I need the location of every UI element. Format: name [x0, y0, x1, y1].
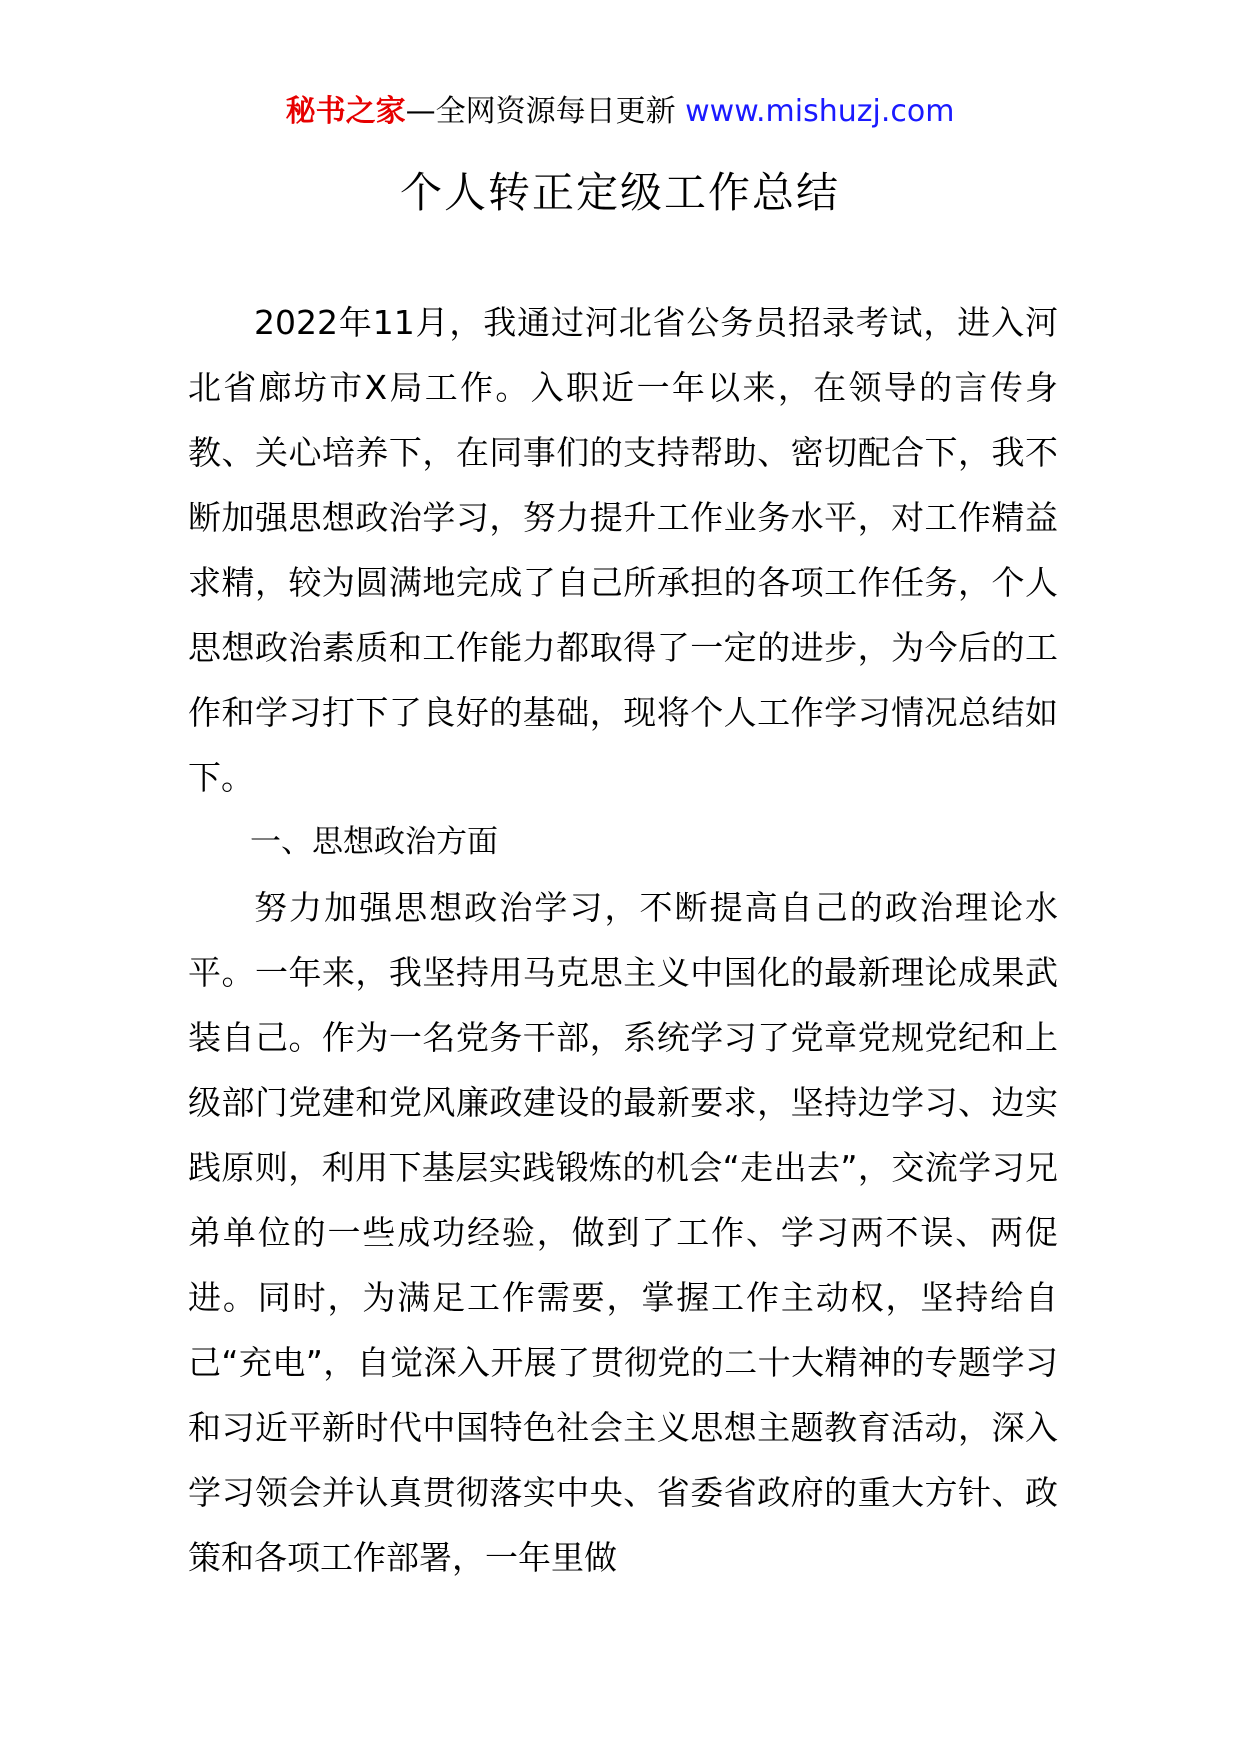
- intro-paragraph: 2022年11月，我通过河北省公务员招录考试，进入河北省廊坊市X局工作。入职近一年以来，在领导的言传身教、关心培养下，在同事们的支持帮助、密切配合下，我不断加强思想政治学习，努力提升工作业务水平，对工作精益求精，较为圆满地完成了自己所承担的各项工作任务，个人思想政治素质和工作能力都取得了一定的进步，为今后的工作和学习打下了良好的基础，现将个人工作学习情况总结如下。: [188, 303, 1058, 797]
- document-body: [188, 290, 1058, 1590]
- document-title: 个人转正定级工作总结: [399, 168, 840, 217]
- ideology-paragraph: 努力加强思想政治学习，不断提高自己的政治理论水平。一年来，我坚持用马克思主义中国化的最新理论成果武装自己。作为一名党务干部，系统学习了党章党规党纪和上级部门党建和党风廉政建设的最新要求，坚持边学习、边实践原则，利用下基层实践锻炼的机会“走出去”，交流学习兄弟单位的一些成功经验，做到了工作、学习两不误、两促进。同时，为满足工作需要，掌握工作主动权，坚持给自己“充电”，自觉深入开展了贯彻党的二十大精神的专题学习和习近平新时代中国特色社会主义思想主题教育活动，深入学习领会并认真贯彻落实中央、省委省政府的重大方针、政策和各项工作部署，一年里做: [188, 888, 1058, 1577]
- site-header: [0, 92, 1240, 132]
- brand-name: 秘书之家: [285, 94, 406, 129]
- section-heading-ideology: 一、思想政治方面: [250, 824, 498, 860]
- header-slogan: —全网资源每日更新: [405, 94, 686, 129]
- site-url-link[interactable]: www.mishuzj.com: [685, 94, 955, 129]
